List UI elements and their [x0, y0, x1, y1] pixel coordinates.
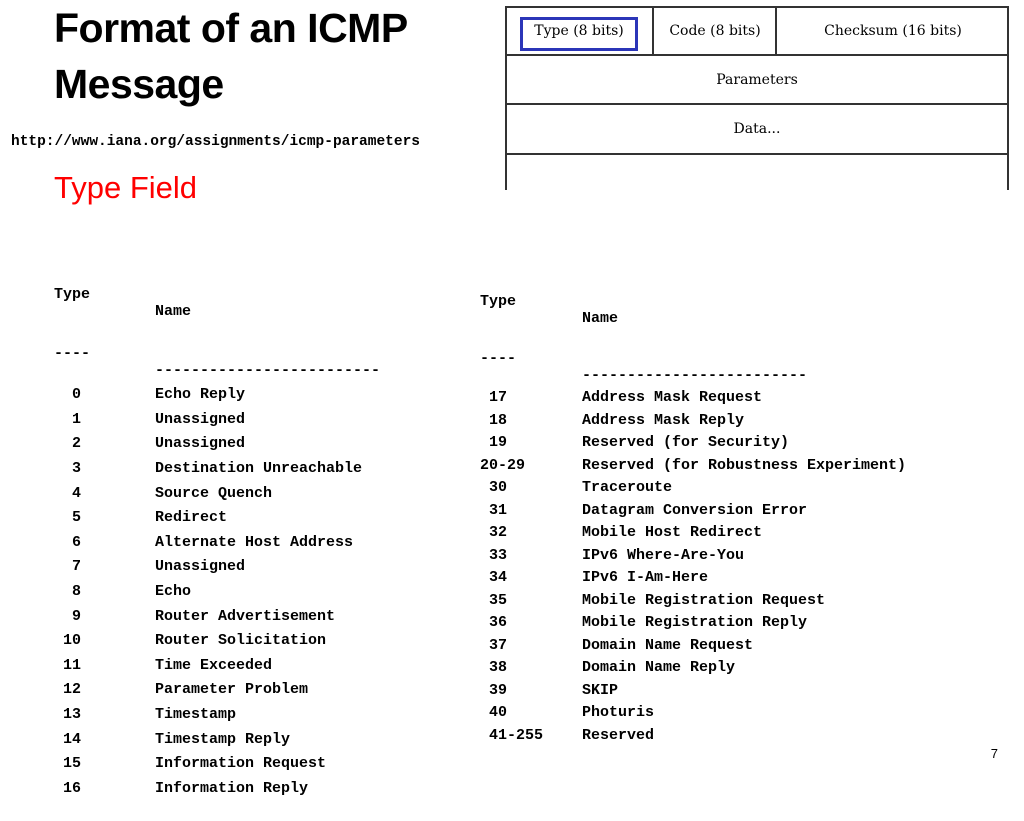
checksum-field-cell: Checksum (16 bits): [824, 23, 962, 39]
table-row: [480, 479, 673, 502]
table-row: [480, 681, 619, 705]
type-name: Information Reply: [155, 779, 309, 797]
table-separator: [54, 328, 381, 379]
type-name: Mobile Registration Reply: [582, 614, 808, 631]
type-code: 18: [480, 411, 508, 429]
type-name: Source Quench: [155, 484, 273, 502]
diagram-divider-3: [505, 153, 1009, 155]
table-header: [480, 276, 619, 327]
icmp-header-diagram: [505, 6, 1009, 190]
type-code: 33: [480, 546, 508, 564]
type-code: 1: [54, 410, 82, 428]
table-row: [480, 726, 655, 750]
type-code: 10: [54, 632, 82, 650]
table-row: [54, 484, 273, 510]
type-code: 16: [54, 779, 82, 797]
data-cell: Data...: [733, 121, 781, 137]
type-code: 9: [54, 607, 82, 625]
table-row: [54, 755, 327, 780]
type-name: Destination Unreachable: [155, 459, 363, 477]
type-code: 4: [54, 484, 82, 502]
type-code: 35: [480, 591, 508, 609]
type-name: Router Solicitation: [155, 632, 327, 650]
type-name: IPv6 Where-Are-You: [582, 546, 745, 564]
type-name: Reserved: [582, 726, 655, 744]
table-row: [54, 582, 192, 608]
table-row: [54, 632, 327, 657]
table-row: [480, 591, 826, 615]
table-row: [480, 636, 754, 660]
type-code: 20-29: [480, 456, 526, 474]
type-name: Address Mask Reply: [582, 411, 745, 429]
icmp-type-table-left: [54, 235, 381, 821]
table-row: [480, 389, 763, 412]
table-row: [480, 434, 790, 457]
separator-name: -------------------------: [155, 361, 381, 379]
table-row: [54, 730, 291, 756]
table-row: [54, 410, 246, 436]
slide-title: Format of an ICMP Message: [54, 5, 407, 107]
type-code: 19: [480, 434, 508, 451]
type-code: 8: [54, 582, 82, 600]
table-row: [54, 779, 309, 805]
table-row: [480, 524, 763, 547]
type-name: Address Mask Request: [582, 389, 763, 406]
header-type: Type: [54, 286, 91, 303]
type-code: 36: [480, 614, 508, 631]
type-code: 6: [54, 533, 82, 551]
table-row: [54, 705, 237, 731]
type-code: 3: [54, 459, 82, 477]
type-code: 41-255: [480, 726, 544, 744]
table-separator: [480, 333, 808, 384]
table-row: [480, 704, 655, 727]
table-header: [54, 269, 192, 320]
type-code: 38: [480, 659, 508, 676]
type-code: 7: [54, 558, 82, 576]
type-code: 14: [54, 730, 82, 748]
type-name: Photuris: [582, 704, 655, 721]
iana-url-link[interactable]: http://www.iana.org/assignments/icmp-parameters: [11, 134, 420, 150]
type-name: Information Request: [155, 755, 327, 773]
type-code: 34: [480, 569, 508, 586]
type-code: 30: [480, 479, 508, 496]
type-code: 31: [480, 501, 508, 519]
table-row: [480, 501, 808, 525]
type-name: Datagram Conversion Error: [582, 501, 808, 519]
type-code: 2: [54, 435, 82, 453]
type-field-cell: Type (8 bits): [534, 23, 624, 39]
type-name: Reserved (for Robustness Experiment): [582, 456, 907, 474]
type-name: Router Advertisement: [155, 607, 336, 625]
type-name: Time Exceeded: [155, 656, 273, 674]
icmp-type-table-right: [480, 242, 907, 766]
table-row: [480, 456, 907, 480]
type-code: 32: [480, 524, 508, 541]
type-name: Traceroute: [582, 479, 673, 496]
type-code: 15: [54, 755, 82, 773]
table-row: [480, 569, 709, 592]
table-row: [480, 614, 808, 637]
table-row: [480, 659, 736, 682]
type-name: Parameter Problem: [155, 681, 309, 699]
type-name: SKIP: [582, 681, 619, 699]
type-name: Domain Name Reply: [582, 659, 736, 676]
type-name: Reserved (for Security): [582, 434, 790, 451]
table-row: [54, 459, 363, 485]
code-field-cell: Code (8 bits): [669, 23, 761, 39]
type-code: 5: [54, 509, 82, 527]
type-code: 37: [480, 636, 508, 654]
type-code: 11: [54, 656, 82, 674]
header-name: Name: [582, 310, 619, 327]
table-row: [480, 546, 745, 570]
table-row: [480, 411, 745, 435]
table-row: [54, 607, 336, 633]
header-type: Type: [480, 293, 517, 310]
parameters-cell: Parameters: [716, 71, 798, 88]
separator-type: ----: [480, 349, 517, 367]
type-name: Domain Name Request: [582, 636, 754, 654]
separator-type: ----: [54, 344, 91, 362]
type-name: Echo Reply: [155, 386, 246, 404]
type-code: 12: [54, 681, 82, 699]
table-row: [54, 509, 228, 534]
table-row: [54, 681, 309, 706]
table-row: [54, 533, 354, 559]
table-row: [54, 656, 273, 682]
slide-subtitle: Type Field: [54, 170, 198, 205]
type-code: 17: [480, 389, 508, 406]
type-name: Unassigned: [155, 410, 246, 428]
type-name: Mobile Registration Request: [582, 591, 826, 609]
type-name: Redirect: [155, 509, 228, 527]
type-name: Mobile Host Redirect: [582, 524, 763, 541]
table-row: [54, 386, 246, 411]
type-name: Timestamp: [155, 705, 237, 723]
type-name: Alternate Host Address: [155, 533, 354, 551]
type-name: Unassigned: [155, 435, 246, 453]
page-number: 7: [990, 746, 998, 761]
type-code: 13: [54, 705, 82, 723]
type-name: Echo: [155, 582, 192, 600]
type-name: Timestamp Reply: [155, 730, 291, 748]
header-name: Name: [155, 303, 192, 320]
table-row: [54, 435, 246, 460]
separator-name: -------------------------: [582, 366, 808, 384]
type-name: IPv6 I-Am-Here: [582, 569, 709, 586]
type-code: 40: [480, 704, 508, 721]
type-code: 0: [54, 386, 82, 404]
type-code: 39: [480, 681, 508, 699]
table-row: [54, 558, 246, 583]
type-name: Unassigned: [155, 558, 246, 576]
